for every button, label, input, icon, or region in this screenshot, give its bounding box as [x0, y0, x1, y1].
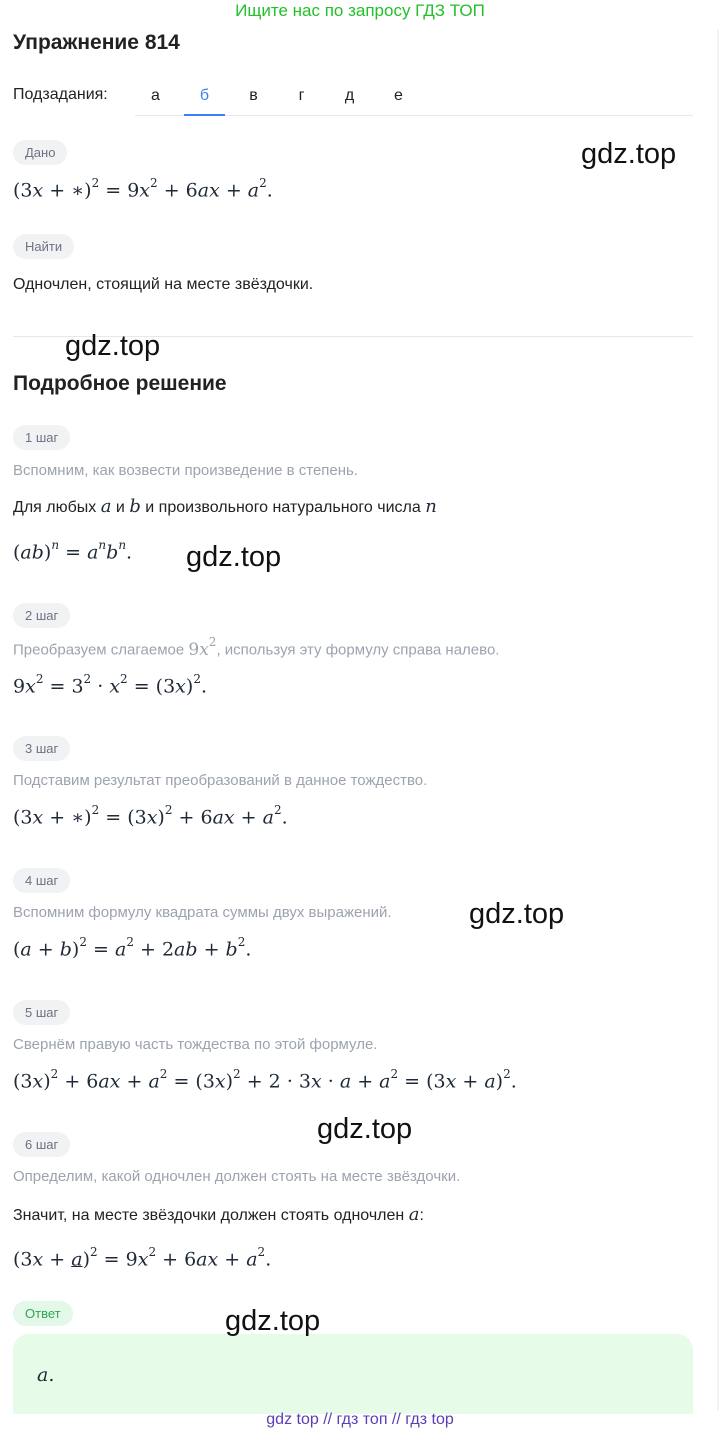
- step-formula: $(3x + a)^2 = 9x^2 + 6ax + a^2$.: [13, 1245, 272, 1271]
- step-formula: (3x + ∗)$^2$ = $(3x)^2 + 6ax + a^2$.: [13, 803, 288, 829]
- step-text: Для любых a и b и произвольного натурального числа n: [13, 496, 437, 517]
- step-hint: Определим, какой одночлен должен стоять на месте звёздочки.: [13, 1168, 461, 1185]
- tab-g[interactable]: г: [298, 87, 305, 104]
- search-banner[interactable]: Ищите нас по запросу ГДЗ ТОП: [235, 1, 485, 20]
- watermark: gdz.top: [186, 541, 282, 573]
- tab-e[interactable]: е: [394, 87, 403, 104]
- find-badge: Найти: [13, 234, 74, 259]
- answer-box: [13, 1334, 693, 1414]
- find-text: Одночлен, стоящий на месте звёздочки.: [13, 276, 314, 293]
- given-badge: Дано: [13, 140, 67, 165]
- step-hint: Преобразуем слагаемое $9x^2$, используя эту формулу справа налево.: [13, 635, 500, 660]
- watermark: gdz.top: [225, 1305, 321, 1337]
- step-badge: 3 шаг: [13, 736, 70, 761]
- watermark: gdz.top: [469, 898, 565, 930]
- step-hint: Вспомним, как возвести произведение в степень.: [13, 462, 359, 479]
- solution-title: Подробное решение: [13, 372, 227, 395]
- step-formula: $(ab)^n = a^nb^n$.: [13, 538, 133, 564]
- subtask-tabs: [135, 78, 693, 116]
- watermark: gdz.top: [317, 1113, 413, 1145]
- footer-links[interactable]: gdz top // гдз топ // гдз top: [266, 1411, 454, 1428]
- subtasks-label: Подзадания:: [13, 86, 108, 103]
- step-formula: $(3x)^2 + 6ax + a^2 = (3x)^2 + 2 \cdot 3x \cdot a + a^2 = (3x + a)^2$.: [13, 1067, 517, 1093]
- tab-d[interactable]: д: [344, 87, 355, 104]
- step-text: Значит, на месте звёздочки должен стоять одночлен a:: [13, 1204, 424, 1225]
- step-badge: 6 шаг: [13, 1132, 70, 1157]
- tab-a[interactable]: а: [151, 87, 160, 104]
- page-title: Упражнение 814: [13, 31, 180, 54]
- step-badge: 5 шаг: [13, 1000, 70, 1025]
- answer-value: a.: [37, 1364, 55, 1386]
- tab-b[interactable]: б: [184, 78, 225, 116]
- watermark: gdz.top: [65, 330, 161, 362]
- step-formula: $9x^2 = 3^2 \cdot x^2 = (3x)^2$.: [13, 672, 207, 698]
- given-formula: (3x + ∗)$^2$ = $9x^2 + 6ax + a^2$.: [13, 176, 273, 202]
- answer-badge: Ответ: [13, 1301, 73, 1326]
- step-badge: 2 шаг: [13, 603, 70, 628]
- step-badge: 1 шаг: [13, 425, 70, 450]
- step-hint: Свернём правую часть тождества по этой формуле.: [13, 1036, 378, 1053]
- step-formula: $(a + b)^2 = a^2 + 2ab + b^2$.: [13, 935, 252, 961]
- step-badge: 4 шаг: [13, 868, 70, 893]
- page-edge-line: [717, 30, 719, 1410]
- step-hint: Вспомним формулу квадрата суммы двух выражений.: [13, 904, 392, 921]
- step-hint: Подставим результат преобразований в данное тождество.: [13, 772, 428, 789]
- tab-v[interactable]: в: [249, 87, 258, 104]
- watermark: gdz.top: [581, 138, 677, 170]
